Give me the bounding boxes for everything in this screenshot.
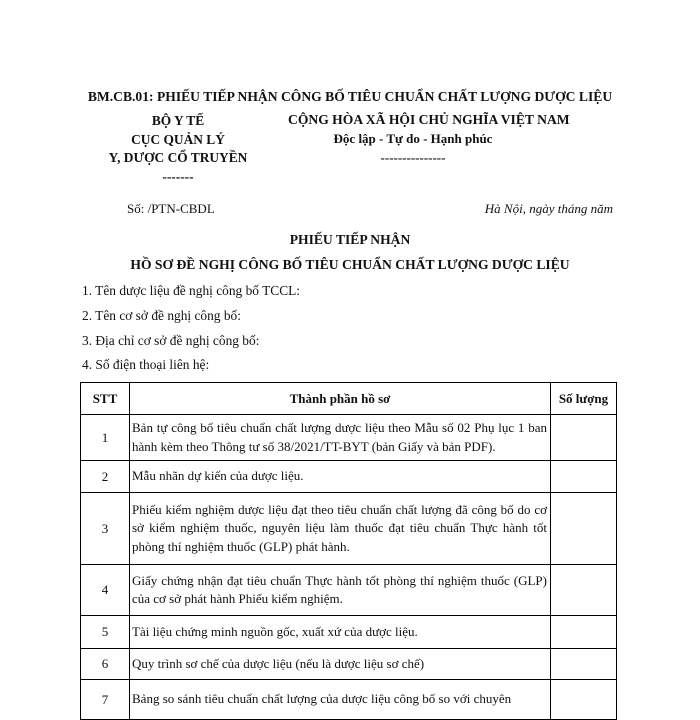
document-subtitle: HỒ SƠ ĐỀ NGHỊ CÔNG BỐ TIÊU CHUẨN CHẤT LƯỢNG DƯỢC LIỆU (130, 257, 570, 272)
table-row (81, 565, 617, 616)
row-quantity (551, 649, 617, 680)
field-herb-name: 1. Tên dược liệu đề nghị công bố TCCL: (82, 283, 301, 298)
document-title: PHIẾU TIẾP NHẬN (289, 232, 411, 247)
ministry-header (103, 112, 253, 186)
row-quantity (551, 565, 617, 616)
table-row (81, 616, 617, 649)
row-content: Mẫu nhãn dự kiến của dược liệu. (130, 461, 551, 493)
header-stt: STT (81, 383, 130, 415)
table-header-row (81, 383, 617, 415)
row-stt: 3 (81, 493, 130, 565)
row-quantity (551, 415, 617, 461)
national-motto: Độc lập - Tự do - Hạnh phúc (333, 131, 493, 146)
row-stt: 7 (81, 680, 130, 720)
row-quantity (551, 493, 617, 565)
row-content: Tài liệu chứng minh nguồn gốc, xuất xứ của dược liệu. (130, 616, 551, 649)
row-stt: 5 (81, 616, 130, 649)
row-stt: 4 (81, 565, 130, 616)
field-facility-name: 2. Tên cơ sở đề nghị công bố: (82, 308, 241, 323)
table-row (81, 461, 617, 493)
form-code-title: BM.CB.01: PHIẾU TIẾP NHẬN CÔNG BỐ TIÊU CHUẨN CHẤT LƯỢNG DƯỢC LIỆU (87, 89, 613, 104)
row-stt: 2 (81, 461, 130, 493)
row-content: Giấy chứng nhận đạt tiêu chuẩn Thực hành tốt phòng thí nghiệm thuốc (GLP) của cơ sở phát hành Phiếu kiểm nghiệm. (130, 565, 551, 616)
header-quantity: Số lượng (551, 383, 617, 415)
motto-divider: --------------- (380, 150, 446, 165)
document-number: Số: /PTN-CBDL (127, 201, 215, 216)
table-row (81, 649, 617, 680)
dossier-table (80, 382, 617, 720)
row-content: Phiếu kiểm nghiệm dược liệu đạt theo tiêu chuẩn chất lượng đã công bố do cơ sở kiểm nghiệm thuốc, nguyên liệu làm thuốc đạt tiêu chuẩn Thực hành tốt phòng thí nghiệm thuốc (GLP) phát hành. (130, 493, 551, 565)
department-name-line2: Y, DƯỢC CỔ TRUYỀN (108, 150, 248, 165)
field-phone: 4. Số điện thoại liên hệ: (82, 357, 210, 372)
row-stt: 1 (81, 415, 130, 461)
row-stt: 6 (81, 649, 130, 680)
department-name-line1: CỤC QUẢN LÝ (131, 131, 225, 147)
field-facility-address: 3. Địa chỉ cơ sở đề nghị công bố: (82, 333, 260, 348)
ministry-divider: ------- (162, 168, 194, 184)
row-quantity (551, 461, 617, 493)
row-content: Bản tự công bố tiêu chuẩn chất lượng dược liệu theo Mẫu số 02 Phụ lục 1 ban hành kèm theo Thông tư số 38/2021/TT-BYT (bản Giấy và bản PDF). (130, 415, 551, 461)
place-date-line: Hà Nội, ngày tháng năm (484, 201, 613, 216)
row-content: Bảng so sánh tiêu chuẩn chất lượng của dược liệu công bố so với chuyên (130, 680, 551, 720)
ministry-name: BỘ Y TẾ (151, 113, 205, 128)
table-row (81, 493, 617, 565)
row-content: Quy trình sơ chế của dược liệu (nếu là dược liệu sơ chế) (130, 649, 551, 680)
row-quantity (551, 616, 617, 649)
national-title: CỘNG HÒA XÃ HỘI CHỦ NGHĨA VIỆT NAM (288, 112, 570, 127)
header-document: Thành phần hồ sơ (130, 383, 551, 415)
table-row (81, 415, 617, 461)
